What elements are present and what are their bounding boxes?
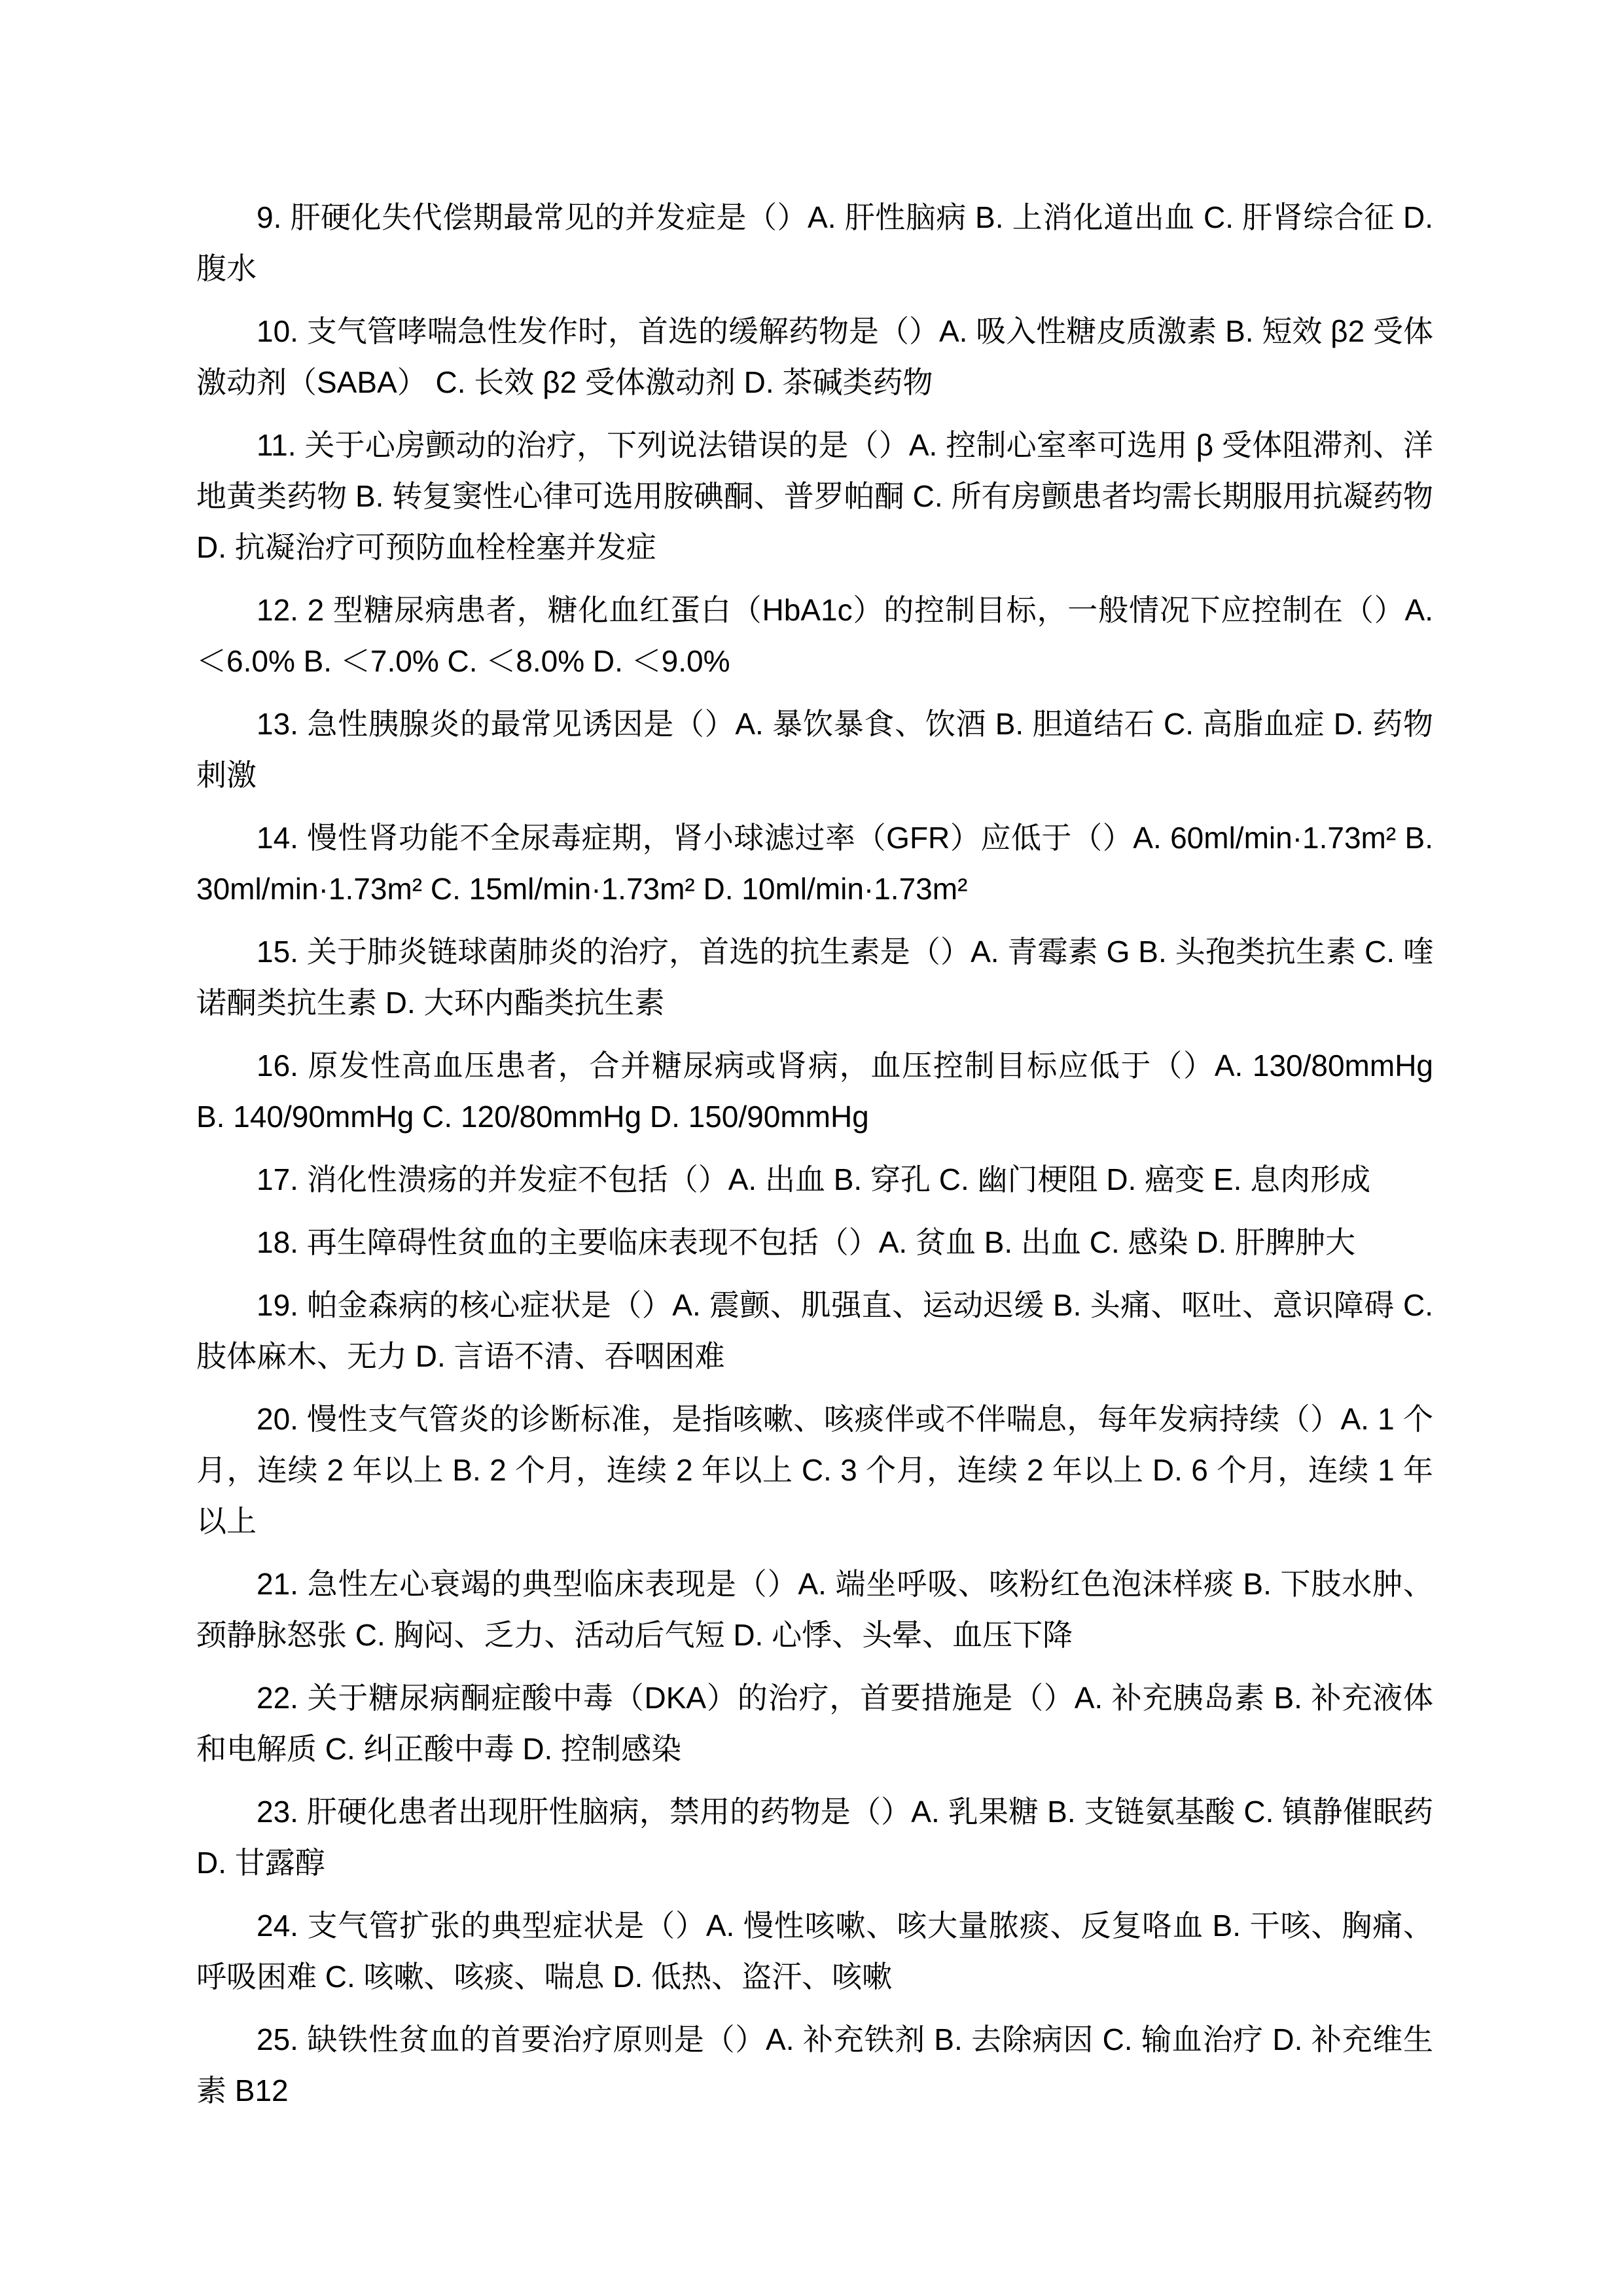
question-11: 11. 关于心房颤动的治疗，下列说法错误的是（）A. 控制心室率可选用 β 受体阻滞剂、洋地黄类药物 B. 转复窦性心律可选用胺碘酮、普罗帕酮 C. 所有房颤患者均需长期服用抗凝药物 D. 抗凝治疗可预防血栓栓塞并发症 [196, 428, 1433, 564]
question-16: 16. 原发性高血压患者，合并糖尿病或肾病，血压控制目标应低于（）A. 130/80mmHg B. 140/90mmHg C. 120/80mmHg D. 150/90mmHg [196, 1049, 1433, 1134]
question-10: 10. 支气管哮喘急性发作时，首选的缓解药物是（）A. 吸入性糖皮质激素 B. 短效 β2 受体激动剂（SABA） C. 长效 β2 受体激动剂 D. 茶碱类药物 [196, 314, 1433, 399]
question-13: 13. 急性胰腺炎的最常见诱因是（）A. 暴饮暴食、饮酒 B. 胆道结石 C. 高脂血症 D. 药物刺激 [196, 707, 1433, 792]
question-9: 9. 肝硬化失代偿期最常见的并发症是（）A. 肝性脑病 B. 上消化道出血 C. 肝肾综合征 D. 腹水 [196, 200, 1433, 285]
question-25: 25. 缺铁性贫血的首要治疗原则是（）A. 补充铁剂 B. 去除病因 C. 输血治疗 D. 补充维生素 B12 [196, 2022, 1433, 2108]
question-15: 15. 关于肺炎链球菌肺炎的治疗，首选的抗生素是（）A. 青霉素 G B. 头孢类抗生素 C. 喹诺酮类抗生素 D. 大环内酯类抗生素 [196, 935, 1433, 1020]
question-17: 17. 消化性溃疡的并发症不包括（）A. 出血 B. 穿孔 C. 幽门梗阻 D. 癌变 E. 息肉形成 [257, 1162, 1371, 1196]
question-14: 14. 慢性肾功能不全尿毒症期，肾小球滤过率（GFR）应低于（）A. 60ml/min·1.73m² B. 30ml/min·1.73m² C. 15ml/min·1.73m² D. 10ml/min·1.73m² [196, 821, 1433, 906]
question-20: 20. 慢性支气管炎的诊断标准，是指咳嗽、咳痰伴或不伴喘息，每年发病持续（）A. 1 个月，连续 2 年以上 B. 2 个月，连续 2 年以上 C. 3 个月，连续 2 年以上 D. 6 个月，连续 1 年以上 [196, 1402, 1433, 1538]
question-18: 18. 再生障碍性贫血的主要临床表现不包括（）A. 贫血 B. 出血 C. 感染 D. 肝脾肿大 [257, 1225, 1356, 1259]
question-24: 24. 支气管扩张的典型症状是（）A. 慢性咳嗽、咳大量脓痰、反复咯血 B. 干咳、胸痛、呼吸困难 C. 咳嗽、咳痰、喘息 D. 低热、盗汗、咳嗽 [196, 1909, 1433, 1994]
question-19: 19. 帕金森病的核心症状是（）A. 震颤、肌强直、运动迟缓 B. 头痛、呕吐、意识障碍 C. 肢体麻木、无力 D. 言语不清、吞咽困难 [196, 1288, 1433, 1373]
question-12: 12. 2 型糖尿病患者，糖化血红蛋白（HbA1c）的控制目标，一般情况下应控制在（）A. ＜6.0% B. ＜7.0% C. ＜8.0% D. ＜9.0% [196, 593, 1433, 678]
question-21: 21. 急性左心衰竭的典型临床表现是（）A. 端坐呼吸、咳粉红色泡沫样痰 B. 下肢水肿、颈静脉怒张 C. 胸闷、乏力、活动后气短 D. 心悸、头晕、血压下降 [196, 1567, 1433, 1652]
question-22: 22. 关于糖尿病酮症酸中毒（DKA）的治疗，首要措施是（）A. 补充胰岛素 B. 补充液体和电解质 C. 纠正酸中毒 D. 控制感染 [196, 1681, 1433, 1766]
question-23: 23. 肝硬化患者出现肝性脑病，禁用的药物是（）A. 乳果糖 B. 支链氨基酸 C. 镇静催眠药 D. 甘露醇 [196, 1795, 1433, 1880]
